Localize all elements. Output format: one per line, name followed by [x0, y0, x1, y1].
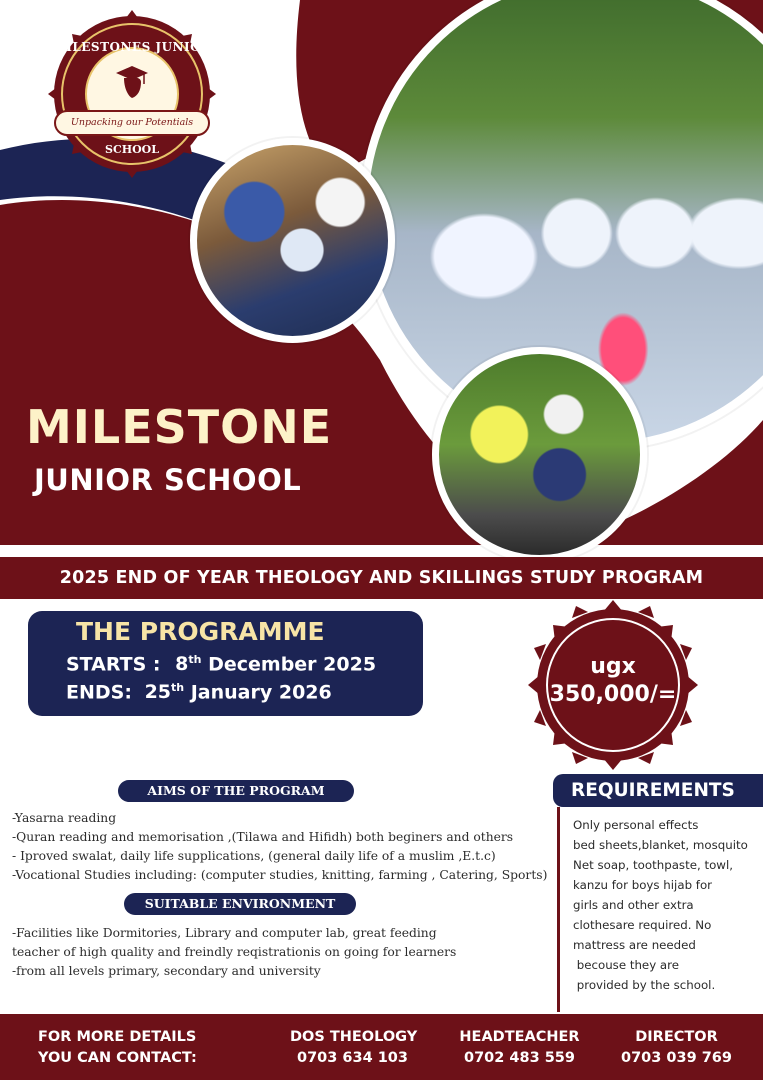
contact-intro-line1: FOR MORE DETAILS	[38, 1029, 197, 1045]
requirements-line: kanzu for boys hijab for	[573, 878, 713, 892]
requirements-heading: REQUIREMENTS	[553, 774, 763, 807]
contact-role: DIRECTOR	[635, 1029, 718, 1045]
requirements-line: Only personal effects	[573, 818, 699, 832]
starts-suffix: th	[188, 653, 202, 666]
school-name-heading: MILESTONE	[26, 400, 333, 454]
ends-label: ENDS:	[66, 681, 132, 704]
programme-ends	[66, 681, 332, 703]
contact-phone[interactable]: 0703 634 103	[297, 1050, 408, 1066]
requirements-line: becouse they are	[573, 958, 679, 972]
requirements-line: bed sheets,blanket, mosquito	[573, 838, 748, 852]
aims-item: - Iproved swalat, daily life supplications, (general daily life of a muslim ,E.t.c)	[12, 849, 496, 863]
contact-role: HEADTEACHER	[459, 1029, 580, 1045]
requirements-line: mattress are needed	[573, 938, 696, 952]
school-logo	[48, 10, 216, 178]
ends-suffix: th	[171, 681, 185, 694]
contact-director	[614, 1027, 739, 1069]
contact-phone[interactable]: 0702 483 559	[464, 1050, 575, 1066]
program-banner: 2025 END OF YEAR THEOLOGY AND SKILLINGS STUDY PROGRAM	[0, 557, 763, 599]
aims-item: -Quran reading and memorisation ,(Tilawa and Hifidh) both beginers and others	[12, 830, 514, 844]
contact-intro-line2: YOU CAN CONTACT:	[38, 1050, 197, 1066]
requirements-divider	[557, 807, 560, 1012]
programme-starts	[66, 653, 376, 675]
environment-heading: SUITABLE ENVIRONMENT	[124, 893, 356, 915]
starts-day: 8	[175, 653, 189, 676]
contact-phone[interactable]: 0703 039 769	[621, 1050, 732, 1066]
environment-item: -from all levels primary, secondary and university	[12, 964, 321, 978]
requirements-line: girls and other extra	[573, 898, 694, 912]
contact-intro	[38, 1027, 197, 1069]
logo-title: MILESTONES JUNIOR	[52, 40, 212, 54]
photo-mechanics-students	[432, 347, 647, 560]
requirements-line: Net soap, toothpaste, towl,	[573, 858, 733, 872]
aims-heading: AIMS OF THE PROGRAM	[118, 780, 354, 802]
starts-date: December 2025	[208, 653, 377, 676]
ends-day: 25	[144, 681, 172, 704]
ends-date: January 2026	[190, 681, 332, 704]
aims-item: -Vocational Studies including: (computer studies, knitting, farming , Catering, Sports)	[12, 868, 548, 882]
school-subheading: JUNIOR SCHOOL	[34, 463, 302, 497]
requirements-list	[573, 815, 761, 995]
starts-label: STARTS :	[66, 653, 161, 676]
logo-motto: Unpacking our Potentials	[54, 110, 210, 136]
photo-tailoring-students	[190, 138, 395, 343]
contact-footer	[0, 1014, 763, 1080]
environment-item: -Facilities like Dormitories, Library and computer lab, great feeding	[12, 926, 437, 940]
aims-item: -Yasarna reading	[12, 811, 117, 825]
contact-dos-theology	[290, 1027, 418, 1069]
graduate-head-icon	[114, 62, 150, 102]
logo-school-word: SCHOOL	[105, 143, 159, 156]
price-amount: 350,000/=	[549, 682, 677, 707]
programme-title: THE PROGRAMME	[76, 617, 325, 646]
contact-role: DOS THEOLOGY	[290, 1029, 418, 1045]
requirements-line: clothesare required. No	[573, 918, 712, 932]
requirements-line: provided by the school.	[573, 978, 716, 992]
environment-item: teacher of high quality and freindly reqistrationis on going for learners	[12, 945, 457, 959]
contact-headteacher	[457, 1027, 582, 1069]
programme-box	[28, 611, 423, 716]
price-badge	[526, 598, 700, 772]
price-currency: ugx	[590, 654, 636, 679]
